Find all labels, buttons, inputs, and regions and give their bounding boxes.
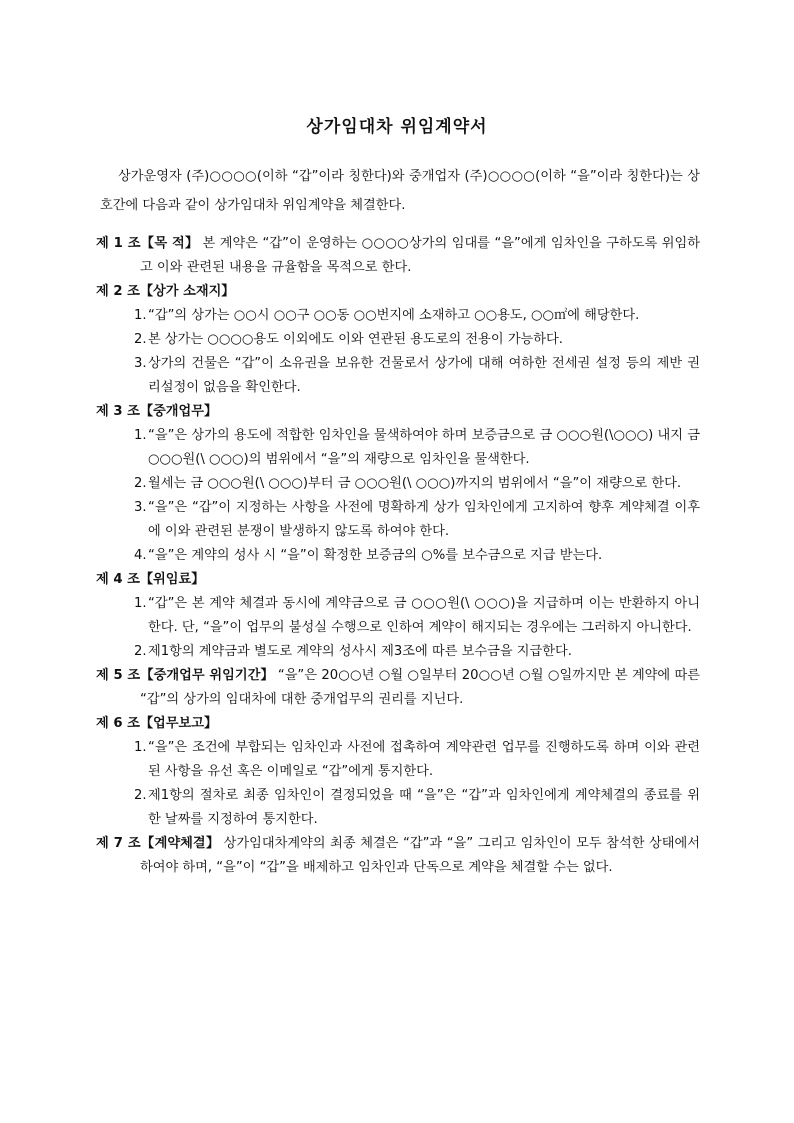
clause-text: “갑”의 상가는 ○○시 ○○구 ○○동 ○○번지에 소재하고 ○○용도, ○○㎡에 해당한다. [148, 308, 640, 323]
clause-item [96, 352, 700, 400]
article-heading: 제 1 조【목 적】 [96, 236, 199, 251]
clause-list [96, 592, 700, 664]
clause-number: 3. [134, 500, 147, 515]
clause-item [96, 640, 700, 664]
clause-item [96, 784, 700, 832]
clause-number: 1. [134, 740, 147, 755]
clause-list [96, 736, 700, 832]
article-heading: 제 4 조【위임료】 [96, 572, 205, 587]
clause-text: 월세는 금 ○○○원(\ ○○○)부터 금 ○○○원(\ ○○○)까지의 범위에서 “을”이 재량으로 한다. [148, 476, 682, 491]
clause-text: “을”은 조건에 부합되는 임차인과 사전에 접촉하여 계약관련 업무를 진행하도록 하며 이와 관련된 사항을 유선 혹은 이메일로 “갑”에게 통지한다. [148, 740, 700, 779]
article-7 [96, 832, 700, 880]
clause-number: 1. [134, 596, 147, 611]
clause-text: “갑”은 본 계약 체결과 동시에 계약금으로 금 ○○○원(\ ○○○)을 지급하며 이는 반환하지 아니한다. 단, “을”이 업무의 불성실 수행으로 인하여 계약이 해지되는 경우에는 그러하지 아니한다. [148, 596, 700, 635]
article-body: 본 계약은 “갑”이 운영하는 ○○○○상가의 임대를 “을”에게 임차인을 구하도록 위임하고 이와 관련된 내용을 규율함을 목적으로 한다. [140, 236, 700, 275]
article-3 [96, 400, 700, 568]
clause-text: “을”은 계약의 성사 시 “을”이 확정한 보증금의 ○%를 보수금으로 지급 받는다. [148, 548, 603, 563]
article-heading: 제 7 조【계약체결】 [96, 836, 220, 851]
clause-item [96, 472, 700, 496]
clause-number: 1. [134, 308, 147, 323]
clause-item [96, 424, 700, 472]
clause-text: 본 상가는 ○○○○용도 이외에도 이와 연관된 용도로의 전용이 가능하다. [148, 332, 563, 347]
clause-list [96, 304, 700, 400]
article-heading: 제 5 조【중개업무 위임기간】 [96, 668, 274, 683]
clause-number: 2. [134, 644, 147, 659]
article-4 [96, 568, 700, 664]
clause-list [96, 424, 700, 568]
article-heading: 제 3 조【중개업무】 [96, 404, 218, 419]
clause-number: 3. [134, 356, 147, 371]
clause-item [96, 544, 700, 568]
clause-item [96, 328, 700, 352]
article-1 [96, 232, 700, 280]
clause-number: 2. [134, 476, 147, 491]
article-6 [96, 712, 700, 832]
clause-number: 2. [134, 788, 147, 803]
article-heading: 제 2 조【상가 소재지】 [96, 284, 235, 299]
clause-item [96, 736, 700, 784]
clause-text: 상가의 건물은 “갑”이 소유권을 보유한 건물로서 상가에 대해 여하한 전세권 설정 등의 제반 권리설정이 없음을 확인한다. [148, 356, 700, 395]
clause-text: “을”은 상가의 용도에 적합한 임차인을 물색하여야 하며 보증금으로 금 ○○○원(\○○○) 내지 금 ○○○원(\ ○○○)의 범위에서 “을”의 재량으로 임차인을 물색한다. [148, 428, 700, 467]
clause-item [96, 304, 700, 328]
clause-number: 4. [134, 548, 147, 563]
clause-item [96, 592, 700, 640]
article-body: “을”은 20○○년 ○월 ○일부터 20○○년 ○월 ○일까지만 본 계약에 따른 “갑”의 상가의 임대차에 대한 중개업무의 권리를 지닌다. [140, 668, 700, 707]
clause-text: 제1항의 계약금과 별도로 계약의 성사시 제3조에 따른 보수금을 지급한다. [148, 644, 572, 659]
article-2 [96, 280, 700, 400]
article-5 [96, 664, 700, 712]
clause-item [96, 496, 700, 544]
article-heading: 제 6 조【업무보고】 [96, 716, 218, 731]
intro-paragraph: 상가운영자 (주)○○○○(이하 “갑”이라 칭한다)와 중개업자 (주)○○○○(이하 “을”이라 칭한다)는 상호간에 다음과 같이 상가임대차 위임계약을 체결한다. [100, 169, 700, 213]
article-body: 상가임대차계약의 최종 체결은 “갑”과 “을” 그리고 임차인이 모두 참석한 상태에서 하여야 하며, “을”이 “갑”을 배제하고 임차인과 단독으로 계약을 체결할 수는 없다. [140, 836, 700, 875]
clause-text: “을”은 “갑”이 지정하는 사항을 사전에 명확하게 상가 임차인에게 고지하여 향후 계약체결 이후에 이와 관련된 분쟁이 발생하지 않도록 하여야 한다. [148, 500, 700, 539]
article-list [96, 232, 700, 880]
document-title: 상가임대차 위임계약서 [306, 117, 488, 137]
clause-number: 2. [134, 332, 147, 347]
clause-text: 제1항의 절차로 최종 임차인이 결정되었을 때 “을”은 “갑”과 임차인에게 계약체결의 종료를 위한 날짜를 지정하여 통지한다. [148, 788, 700, 827]
clause-number: 1. [134, 428, 147, 443]
